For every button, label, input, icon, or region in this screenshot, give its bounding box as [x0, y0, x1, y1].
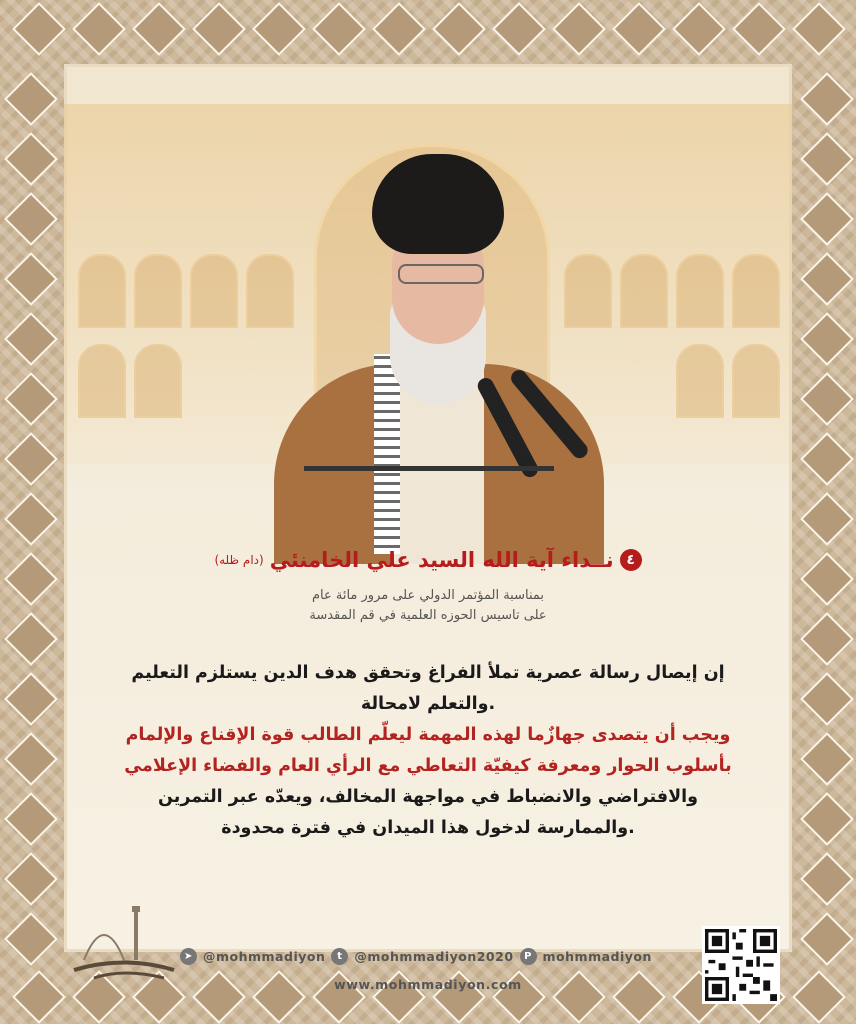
- speaker-portrait: [274, 154, 604, 534]
- body-line: .والتعلم لامحالة: [360, 694, 496, 714]
- arch: [732, 344, 780, 418]
- twitter-icon[interactable]: t: [331, 948, 348, 965]
- body-line: والافتراضي والانضباط في مواجهة المخالف، ويعدّه عبر التمرين: [158, 787, 698, 807]
- border-ornament: [4, 792, 58, 846]
- border-ornament: [800, 432, 854, 486]
- border-ornament: [132, 2, 186, 56]
- border-ornament: [800, 912, 854, 966]
- border-ornament: [4, 912, 58, 966]
- microphone-stand: [304, 466, 554, 471]
- title-note: (دام ظله): [214, 553, 264, 567]
- border-ornament: [492, 2, 546, 56]
- border-ornament: [800, 132, 854, 186]
- arch: [190, 254, 238, 328]
- twitter-handle[interactable]: @mohmmadiyon2020: [354, 949, 514, 964]
- border-ornament: [552, 2, 606, 56]
- scarf: [374, 354, 400, 554]
- border-ornament: [12, 2, 66, 56]
- arch: [78, 254, 126, 328]
- turban: [372, 154, 504, 254]
- border-ornament: [4, 192, 58, 246]
- pinterest-handle[interactable]: mohmmadiyon: [542, 949, 652, 964]
- border-ornament: [312, 2, 366, 56]
- qr-code[interactable]: [702, 926, 780, 1004]
- border-ornament: [4, 372, 58, 426]
- border-ornament: [432, 2, 486, 56]
- telegram-icon[interactable]: ➤: [180, 948, 197, 965]
- border-ornament: [732, 2, 786, 56]
- border-ornament: [4, 132, 58, 186]
- border-ornament: [4, 732, 58, 786]
- border-ornament: [800, 852, 854, 906]
- border-ornament: [800, 672, 854, 726]
- arch: [620, 254, 668, 328]
- title-row: [0, 548, 856, 572]
- body-line: .والممارسة لدخول هذا الميدان في فترة محدودة: [221, 818, 635, 838]
- website-link[interactable]: www.mohmmadiyon.com: [334, 977, 522, 992]
- border-ornament: [252, 2, 306, 56]
- border-ornament: [800, 252, 854, 306]
- arch: [676, 254, 724, 328]
- body-line: إن إيصال رسالة عصرية تملأ الفراغ وتحقق هدف الدين يستلزم التعليم: [131, 663, 725, 683]
- border-ornament: [4, 852, 58, 906]
- border-ornament: [792, 2, 846, 56]
- border-ornament: [4, 492, 58, 546]
- arch: [134, 344, 182, 418]
- arch: [732, 254, 780, 328]
- border-ornament: [4, 672, 58, 726]
- message-body: [90, 658, 766, 844]
- border-ornament: [800, 192, 854, 246]
- social-links: [180, 948, 700, 965]
- subtitle-line-2: على تاسيس الحوزه العلمية في قم المقدسة: [309, 608, 547, 623]
- border-ornament: [4, 72, 58, 126]
- border-ornament: [800, 312, 854, 366]
- border-ornament: [612, 2, 666, 56]
- arch: [134, 254, 182, 328]
- border-ornament: [800, 72, 854, 126]
- arch: [78, 344, 126, 418]
- border-ornament: [672, 2, 726, 56]
- glasses: [398, 264, 484, 284]
- border-ornament: [800, 792, 854, 846]
- number-badge: ٤: [620, 549, 642, 571]
- border-ornament: [4, 252, 58, 306]
- body-line-highlight: ويجب أن يتصدى جهازٌما لهذه المهمة ليعلّم الطالب قوة الإقناع والإلمام: [125, 725, 731, 745]
- border-ornament: [800, 732, 854, 786]
- body-line-highlight: بأسلوب الحوار ومعرفة كيفيّة التعاطي مع الرأي العام والفضاء الإعلامي: [124, 756, 732, 776]
- border-ornament: [800, 372, 854, 426]
- border-ornament: [800, 492, 854, 546]
- page-title: نــداء آية الله السيد علي الخامنئي: [269, 548, 614, 572]
- border-ornament: [72, 2, 126, 56]
- border-ornament: [4, 312, 58, 366]
- border-ornament: [192, 2, 246, 56]
- border-ornament: [372, 2, 426, 56]
- subtitle-line-1: بمناسبة المؤتمر الدولي على مرور مائة عام: [311, 588, 545, 603]
- arch: [676, 344, 724, 418]
- telegram-handle[interactable]: @mohmmadiyon: [203, 949, 326, 964]
- pinterest-icon[interactable]: P: [520, 948, 537, 965]
- border-ornament: [4, 432, 58, 486]
